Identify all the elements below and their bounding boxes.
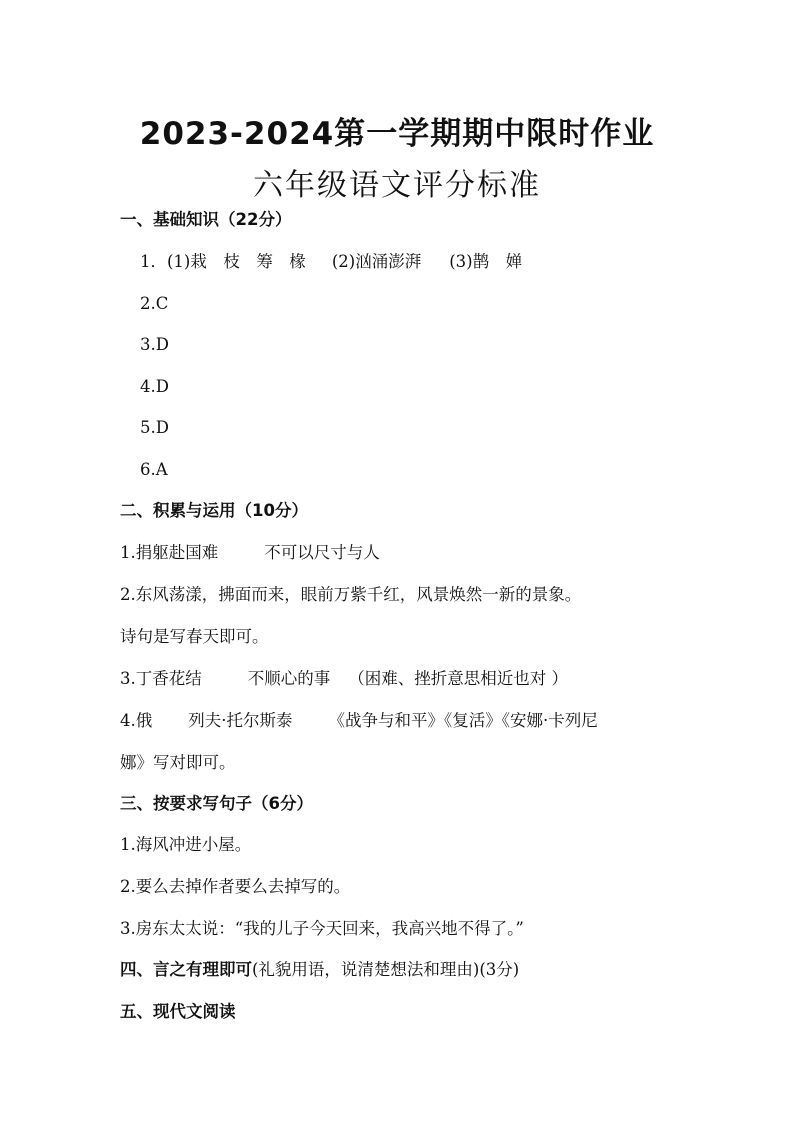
s1-q1-part3: (3)鹊 婵 xyxy=(449,252,523,271)
s1-answer-5: 5.D xyxy=(140,418,169,437)
s2-answer-4-line-1 xyxy=(120,709,598,733)
s3-answer-2: 2.要么去掉作者要么去掉写的。 xyxy=(120,877,351,896)
s1-answer-2: 2.C xyxy=(140,294,169,313)
s2-q4-b: 列夫·托尔斯泰 xyxy=(188,711,293,730)
s2-q3-c: （困难、挫折意思相近也对 ） xyxy=(348,669,568,688)
s2-q4-a: 4.俄 xyxy=(120,711,153,730)
s2-answer-4-line-2: 娜》写对即可。 xyxy=(120,753,236,772)
section-4-heading: 四、言之有理即可 xyxy=(120,960,252,979)
s2-q1-b: 不可以尺寸与人 xyxy=(264,543,380,562)
s2-answer-2-line-2: 诗句是写春天即可。 xyxy=(120,627,269,646)
s1-q1-part1: (1)栽 枝 筹 椽 xyxy=(167,252,306,271)
s2-answer-3 xyxy=(120,667,568,691)
s1-answer-6: 6.A xyxy=(140,460,168,479)
s3-answer-3: 3.房东太太说：“我的儿子今天回来，我高兴地不得了。” xyxy=(120,919,524,938)
s1-answer-4: 4.D xyxy=(140,377,169,396)
s1-q1-number: 1． xyxy=(140,252,167,271)
s2-answer-1 xyxy=(120,541,380,565)
s1-q1-part2: (2)汹涌澎湃 xyxy=(331,252,422,271)
document-subtitle: 六年级语文评分标准 xyxy=(253,168,541,203)
s1-answer-3: 3.D xyxy=(140,335,169,354)
section-4-note: (礼貌用语，说清楚想法和理由)(3分) xyxy=(252,960,520,979)
section-3-heading: 三、按要求写句子（6分） xyxy=(120,794,313,813)
s2-q3-b: 不顺心的事 xyxy=(247,669,331,688)
s2-q4-c: 《战争与和平》《复活》《安娜·卡列尼 xyxy=(328,711,598,730)
s2-answer-2-line-1: 2.东风荡漾，拂面而来，眼前万紫千红，风景焕然一新的景象。 xyxy=(120,585,582,604)
s2-q1-a: 1.捐躯赴国难 xyxy=(120,543,219,562)
s1-answer-1 xyxy=(140,250,522,274)
section-2-heading: 二、积累与运用（10分） xyxy=(120,501,308,520)
section-4-line xyxy=(120,958,519,982)
s3-answer-1: 1.海风冲进小屋。 xyxy=(120,835,252,854)
section-1-heading: 一、基础知识（22分） xyxy=(120,210,292,229)
section-5-heading: 五、现代文阅读 xyxy=(120,1002,236,1021)
document-title: 2023-2024第一学期期中限时作业 xyxy=(139,116,655,152)
s2-q3-a: 3.丁香花结 xyxy=(120,669,202,688)
